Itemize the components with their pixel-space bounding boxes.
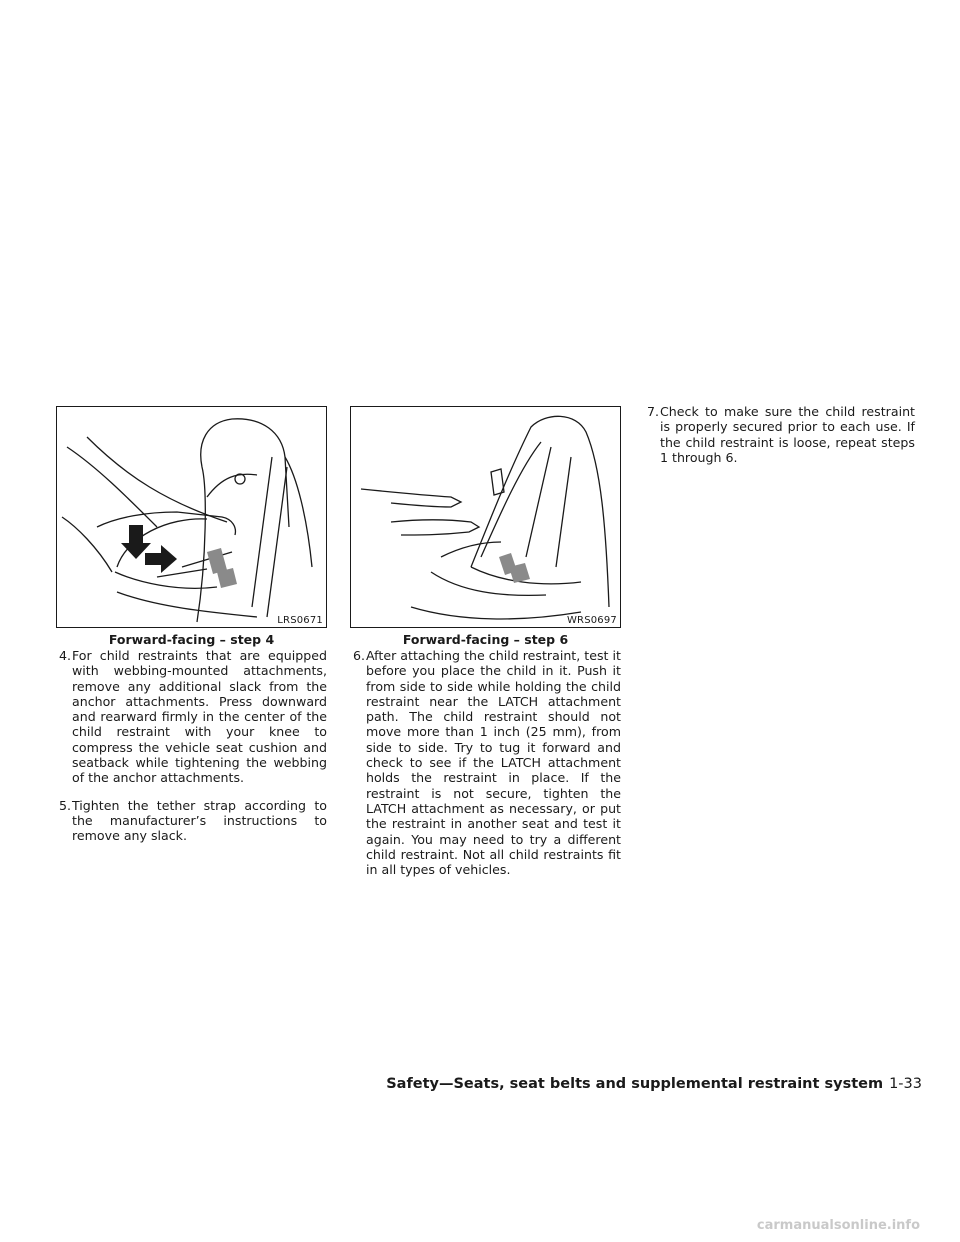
figure-caption: Forward-facing – step 6 bbox=[402, 632, 569, 647]
step-7 bbox=[644, 404, 915, 465]
step-text: For child restraints that are equipped with webbing-mounted attachments, remove any additional slack from the anchor attachments. Press downward and rearward firmly in the center of the child restraint with your knee to compress the vehicle seat cushion and seatback while tightening the webbing of the anchor attachments. bbox=[72, 648, 327, 786]
step-number: 7. bbox=[647, 404, 660, 419]
section-title: Safety—Seats, seat belts and supplemental restraint system bbox=[386, 1076, 884, 1092]
watermark: carmanualsonline.info bbox=[756, 1218, 920, 1233]
figure-step-6 bbox=[350, 406, 621, 628]
step-text: Tighten the tether strap according to the manufacturer’s instructions to remove any slack. bbox=[72, 797, 327, 844]
column-middle bbox=[350, 648, 621, 889]
figure-caption: Forward-facing – step 4 bbox=[108, 632, 275, 647]
step-number: 6. bbox=[353, 648, 366, 663]
column-left bbox=[56, 648, 327, 856]
step-5 bbox=[56, 798, 327, 844]
page-footer bbox=[386, 1076, 922, 1092]
figure-code: LRS0671 bbox=[277, 615, 323, 626]
step-number: 4. bbox=[59, 648, 72, 663]
page-number: 1-33 bbox=[889, 1076, 922, 1092]
column-right bbox=[644, 404, 915, 477]
figure-step-4 bbox=[56, 406, 327, 628]
step-6 bbox=[350, 648, 621, 877]
seat-illustration-step-6 bbox=[351, 407, 620, 627]
step-number: 5. bbox=[59, 797, 72, 813]
step-4 bbox=[56, 648, 327, 786]
step-text: After attaching the child restraint, test it before you place the child in it. Push it from side to side while holding the child restraint near the LATCH attachment path. The child restraint should not move more than 1 inch (25 mm), from side to side. Try to tug it forward and check to see if the LATCH attachment holds the restraint in place. If the restraint is not secure, tighten the LATCH attachment as necessary, or put the restraint in another seat and test it again. You may need to try a different child restraint. Not all child restraints fit in all types of vehicles. bbox=[366, 648, 621, 878]
seat-illustration-step-4 bbox=[57, 407, 326, 627]
figure-code: WRS0697 bbox=[566, 615, 617, 626]
step-text: Check to make sure the child restraint is properly secured prior to each use. If the child restraint is loose, repeat steps 1 through 6. bbox=[660, 404, 915, 465]
